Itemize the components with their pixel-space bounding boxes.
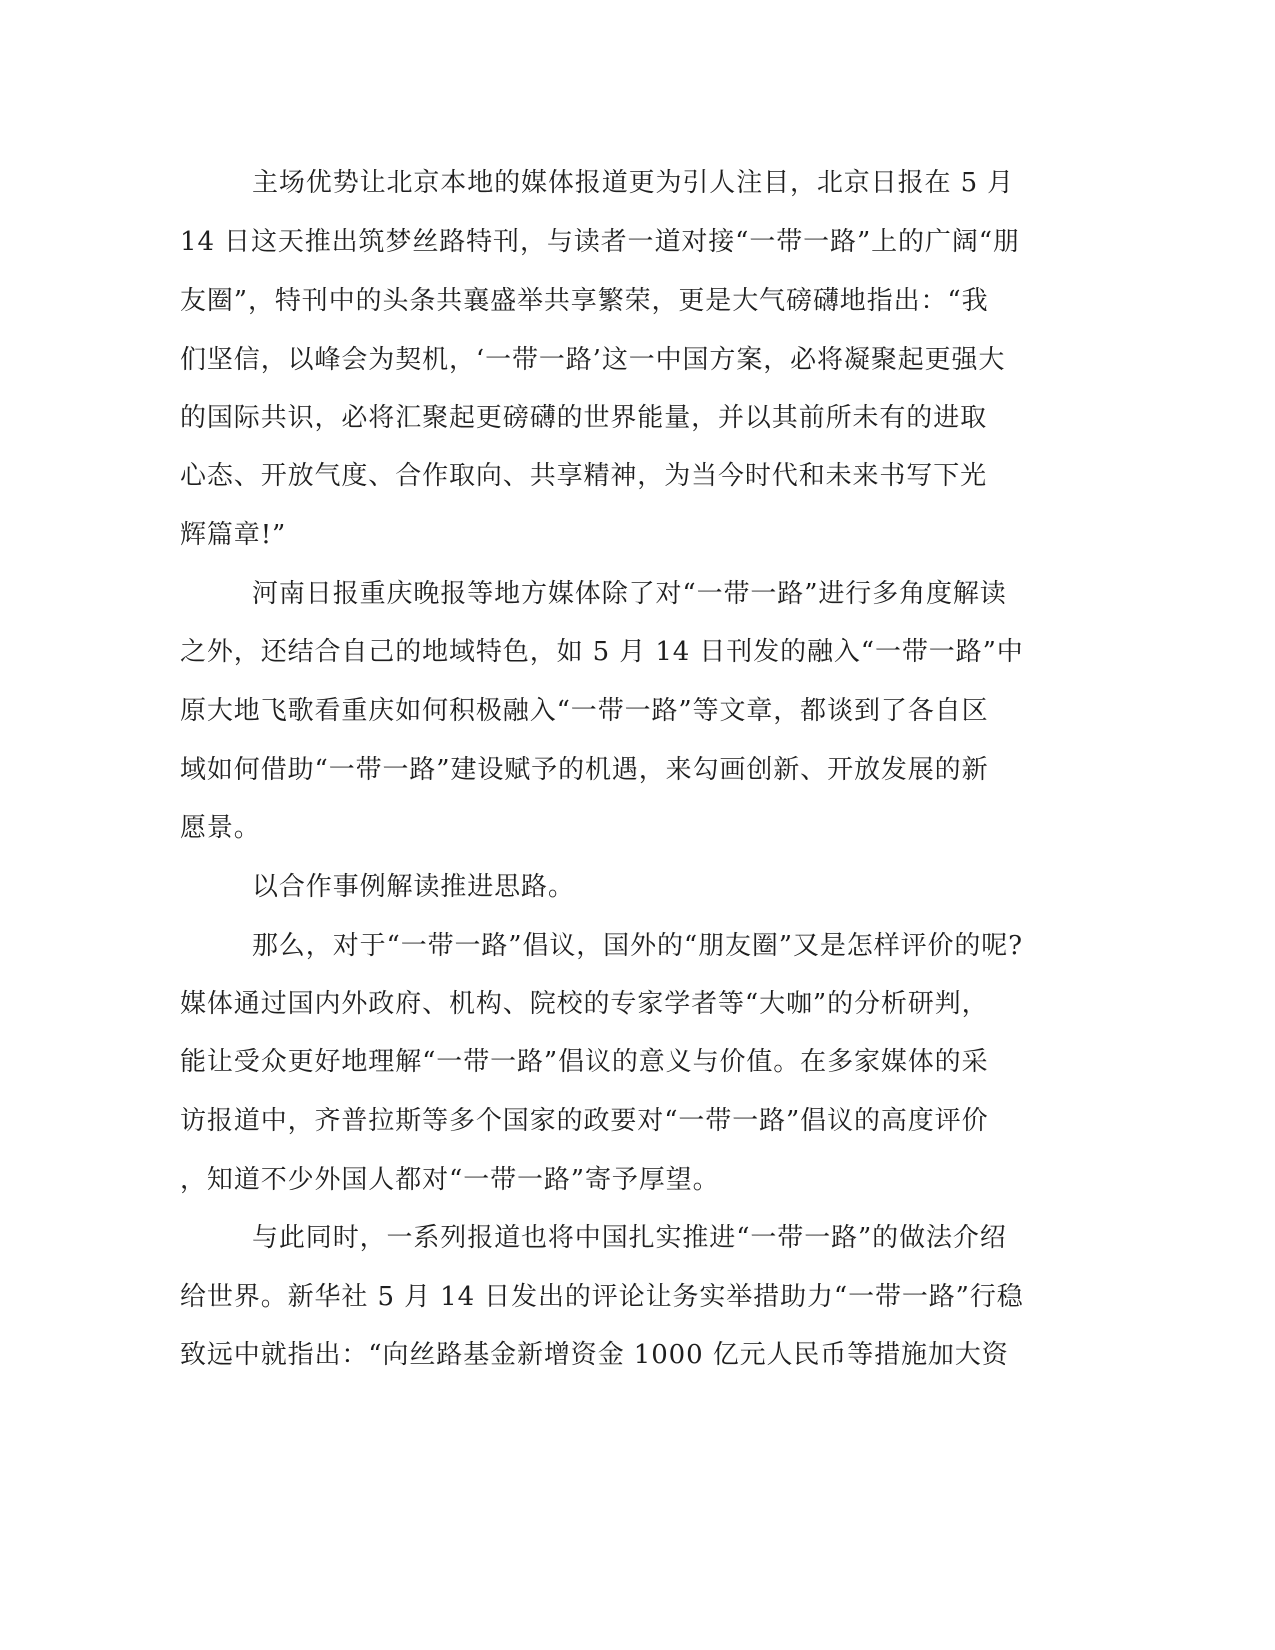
text-line: 之外，还结合自己的地域特色，如 5 月 14 日刊发的融入“一带一路”中 bbox=[180, 637, 1024, 667]
text-line: 14 日这天推出筑梦丝路特刊，与读者一道对接“一带一路”上的广阔“朋 bbox=[180, 227, 1020, 257]
text-line: ，知道不少外国人都对“一带一路”寄予厚望。 bbox=[180, 1165, 720, 1195]
text-line: 给世界。新华社 5 月 14 日发出的评论让务实举措助力“一带一路”行稳 bbox=[180, 1282, 1024, 1312]
text-line: 与此同时，一系列报道也将中国扎实推进“一带一路”的做法介绍 bbox=[252, 1223, 1007, 1253]
text-line: 访报道中，齐普拉斯等多个国家的政要对“一带一路”倡议的高度评价 bbox=[180, 1106, 989, 1136]
text-line: 那么，对于“一带一路”倡议，国外的“朋友圈”又是怎样评价的呢? bbox=[252, 931, 1024, 961]
text-line: 辉篇章!” bbox=[180, 520, 287, 550]
text-line: 致远中就指出：“向丝路基金新增资金 1000 亿元人民币等措施加大资 bbox=[180, 1340, 1009, 1370]
text-line: 以合作事例解读推进思路。 bbox=[252, 872, 575, 902]
text-line: 们坚信，以峰会为契机，‘一带一路’这一中国方案，必将凝聚起更强大 bbox=[180, 345, 1006, 375]
text-line: 媒体通过国内外政府、机构、院校的专家学者等“大咖”的分析研判， bbox=[180, 989, 989, 1019]
text-line: 愿景。 bbox=[180, 813, 261, 843]
text-line: 能让受众更好地理解“一带一路”倡议的意义与价值。在多家媒体的采 bbox=[180, 1047, 989, 1077]
text-line: 友圈”，特刊中的头条共襄盛举共享繁荣，更是大气磅礴地指出：“我 bbox=[180, 286, 989, 316]
text-line: 的国际共识，必将汇聚起更磅礴的世界能量，并以其前所未有的进取 bbox=[180, 403, 988, 433]
text-line: 主场优势让北京本地的媒体报道更为引人注目，北京日报在 5 月 bbox=[252, 168, 1015, 198]
text-line: 域如何借助“一带一路”建设赋予的机遇，来勾画创新、开放发展的新 bbox=[180, 755, 989, 785]
text-line: 原大地飞歌看重庆如何积极融入“一带一路”等文章，都谈到了各自区 bbox=[180, 696, 989, 726]
text-line: 河南日报重庆晚报等地方媒体除了对“一带一路”进行多角度解读 bbox=[252, 579, 1007, 609]
text-line: 心态、开放气度、合作取向、共享精神，为当今时代和未来书写下光 bbox=[180, 461, 988, 491]
